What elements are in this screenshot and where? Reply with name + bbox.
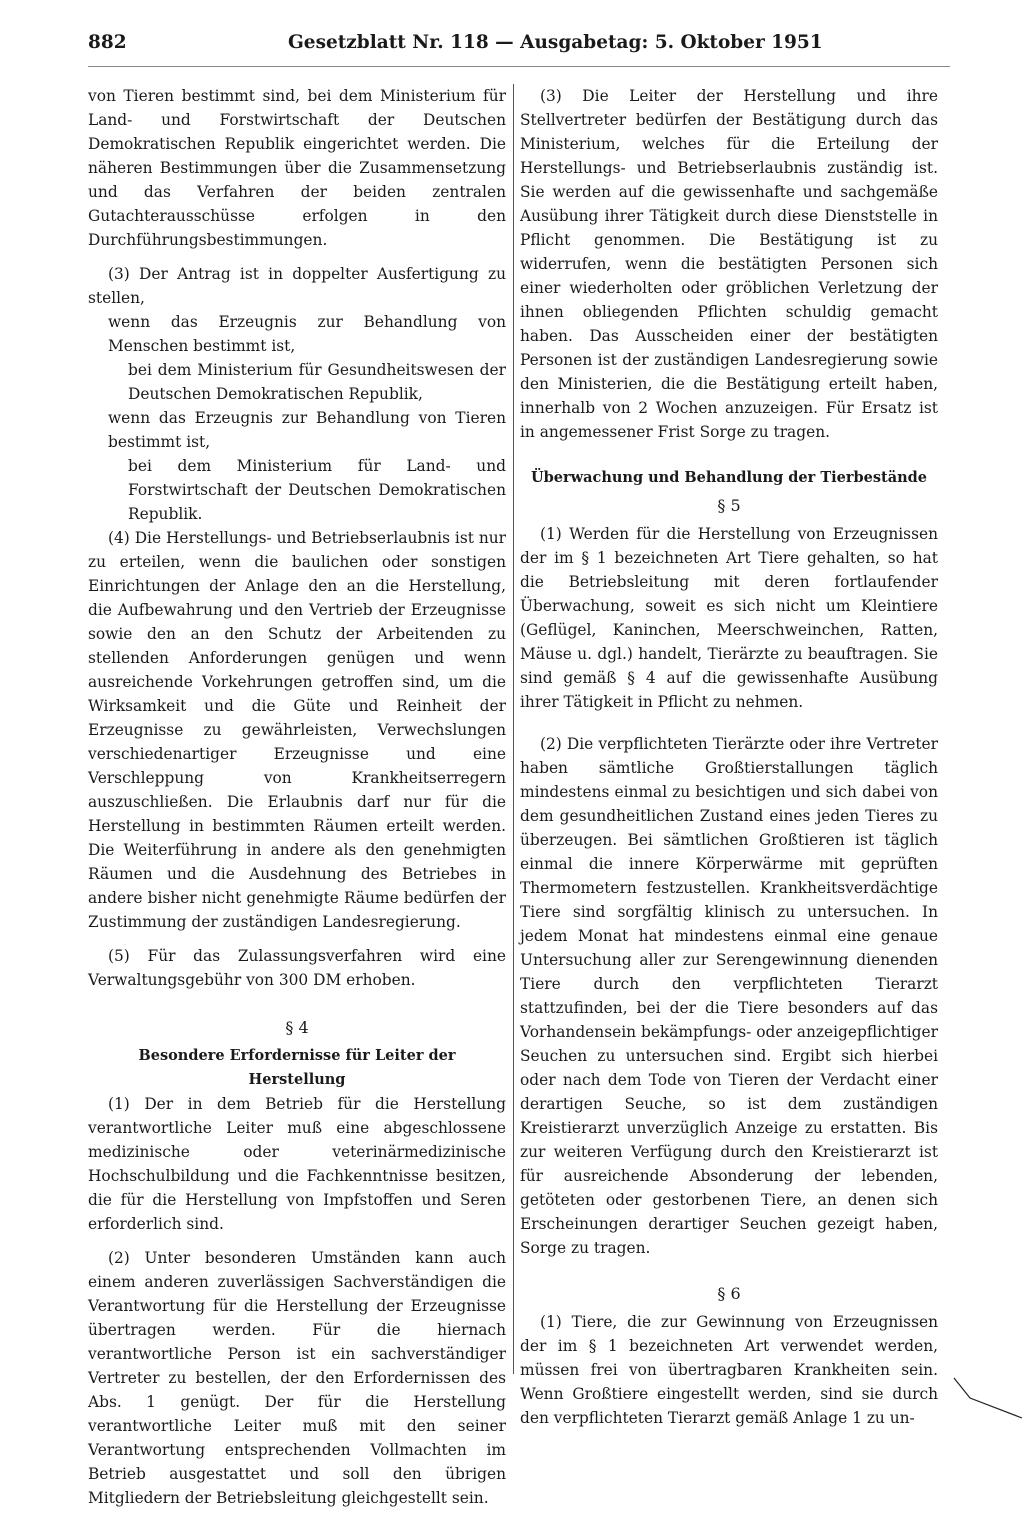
section-4-paragraph-1: (1) Der in dem Betrieb für die Herstellung verantwortliche Leiter muß eine abgeschlossene medizinische oder veterinärmedizinische Hochschulbildung und die Fachkenntnisse besitzen, die für die Herstellung von Impfstoffen und Seren erforderlich sind. [88, 1095, 506, 1233]
section-4-paragraph-2: (2) Unter besonderen Umständen kann auch einem anderen zuverlässigen Sachverständigen die Verantwortung für die Herstellung der Erzeugnisse übertragen werden. Für die hiernach verantwortliche Person ist ein sachverständiger Vertreter zu bestellen, der den Erfordernissen des Abs. 1 genügt. Der für die Herstellung verantwortliche Leiter muß mit den seiner Verantwortung entsprechenden Vollmachten im Betrieb ausgestattet und soll den übrigen Mitgliedern der Betriebsleitung gleichgestellt sein. [88, 1249, 506, 1507]
condition-animals: wenn das Erzeugnis zur Behandlung von Tieren bestimmt ist, [108, 409, 506, 451]
section-5-paragraph-2: (2) Die verpflichteten Tierärzte oder ihre Vertreter haben sämtliche Großtierstallungen täglich mindestens einmal zu besichtigen und sich dabei von dem gesundheitlichen Zustand eines jeden Tieres zu überzeugen. Bei sämtlichen Großtieren ist täglich einmal die innere Körperwärme mit geprüften Thermometern festzustellen. Krankheitsverdächtige Tiere sind sorgfältig klinisch zu untersuchen. In jedem Monat hat mindestens einmal eine genaue Untersuchung aller zur Serengewinnung dienenden Tiere durch den verpflichteten Tierarzt stattzufinden, bei der die Tiere besonders auf das Vorhandensein bekämpfungs- oder anzeigepflichtiger Seuchen zu untersuchen sind. Ergibt sich hierbei oder nach dem Tode von Tieren der Verdacht einer derartigen Seuche, so ist dem zuständigen Kreistierarzt unverzüglich Anzeige zu erstatten. Bis zur weiteren Verfügung durch den Kreistierarzt ist für ausreichende Absonderung der lebenden, getöteten oder gestorbenen Tiere, an denen sich Erscheinungen derartiger Seuchen gezeigt haben, Sorge zu tragen. [520, 735, 938, 1257]
section-5-mark: § 5 [717, 496, 741, 515]
condition-humans: wenn das Erzeugnis zur Behandlung von Menschen bestimmt ist, [108, 313, 506, 355]
left-column [88, 84, 506, 1520]
column-divider [513, 84, 514, 1374]
section-5-title: Überwachung und Behandlung der Tierbestände [530, 469, 928, 486]
right-column [520, 84, 938, 1440]
section-5-paragraph-1: (1) Werden für die Herstellung von Erzeugnissen der im § 1 bezeichneten Art Tiere gehalten, so hat die Betriebsleitung mit deren fortlaufender Überwachung, soweit es sich nicht um Kleintiere (Geflügel, Kaninchen, Meerschweinchen, Ratten, Mäuse u. dgl.) handelt, Tierärzte zu beauftragen. Sie sind gemäß § 4 auf die gewissenhafte Ausübung ihrer Tätigkeit in Pflicht zu nehmen. [520, 525, 938, 711]
paragraph-4: (4) Die Herstellungs- und Betriebserlaubnis ist nur zu erteilen, wenn die baulichen oder sonstigen Einrichtungen der Anlage den an die Herstellung, die Aufbewahrung und den Vertrieb der Erzeugnisse sowie den an den Schutz der Arbeitenden zu stellenden Anforderungen genügen und wenn ausreichende Vorkehrungen getroffen sind, um die Wirksamkeit und die Güte und Reinheit der Erzeugnisse zu gewährleisten, Verwechslungen verschiedenartiger Erzeugnisse und eine Verschleppung von Krankheitserregern auszuschließen. Die Erlaubnis darf nur für die Herstellung in bestimmten Räumen erteilt werden. Die Weiterführung in andere als den genehmigten Räumen und die Ausdehnung des Betriebes in andere bisher nicht genehmigte Räume bedürfen der Zustimmung der zuständigen Landesregierung. [88, 529, 506, 931]
pen-mark-icon [952, 1370, 1024, 1420]
page-number: 882 [88, 32, 127, 53]
section-4-mark: § 4 [285, 1018, 309, 1037]
paragraph-continuation: von Tieren bestimmt sind, bei dem Ministerium für Land- und Forstwirtschaft der Deutschen Demokratischen Republik eingerichtet werden. Die näheren Bestimmungen über die Zusammensetzung und das Verfahren der beiden zentralen Gutachterausschüsse erfolgen in den Durchführungsbestimmungen. [88, 87, 506, 249]
header-rule [88, 66, 950, 67]
page-header [88, 30, 948, 62]
section-4-title: Besondere Erfordernisse für Leiter der Herstellung [138, 1047, 456, 1088]
paragraph-5: (5) Für das Zulassungsverfahren wird eine Verwaltungsgebühr von 300 DM erhoben. [88, 947, 506, 989]
section-6-paragraph-1: (1) Tiere, die zur Gewinnung von Erzeugnissen der im § 1 bezeichneten Art verwendet werden, müssen frei von übertragbaren Krankheiten sein. Wenn Großtiere eingestellt werden, sind sie durch den verpflichteten Tierarzt gemäß Anlage 1 zu un- [520, 1313, 938, 1427]
authority-health: bei dem Ministerium für Gesundheitswesen der Deutschen Demokratischen Republik, [128, 361, 506, 403]
paragraph-3-intro: (3) Der Antrag ist in doppelter Ausfertigung zu stellen, [88, 265, 506, 307]
section-6-mark: § 6 [717, 1284, 741, 1303]
header-title: Gesetzblatt Nr. 118 — Ausgabetag: 5. Oktober 1951 [288, 32, 823, 53]
section-4-paragraph-3: (3) Die Leiter der Herstellung und ihre Stellvertreter bedürfen der Bestätigung durch das Ministerium, welches für die Erteilung der Herstellungs- und Betriebserlaubnis zuständig ist. Sie werden auf die gewissenhafte und sachgemäße Ausübung ihrer Tätigkeit durch diese Dienststelle in Pflicht genommen. Die Bestätigung ist zu widerrufen, wenn die bestätigten Personen sich einer wiederholten oder gröblichen Verletzung der ihnen obliegenden Pflichten schuldig gemacht haben. Das Ausscheiden einer der bestätigten Personen ist der zuständigen Landesregierung sowie den Ministerien, die die Bestätigung erteilt haben, innerhalb von 2 Wochen anzuzeigen. Für Ersatz ist in angemessener Frist Sorge zu tragen. [520, 87, 938, 441]
authority-agriculture: bei dem Ministerium für Land- und Forstwirtschaft der Deutschen Demokratischen Republik. [128, 457, 506, 523]
